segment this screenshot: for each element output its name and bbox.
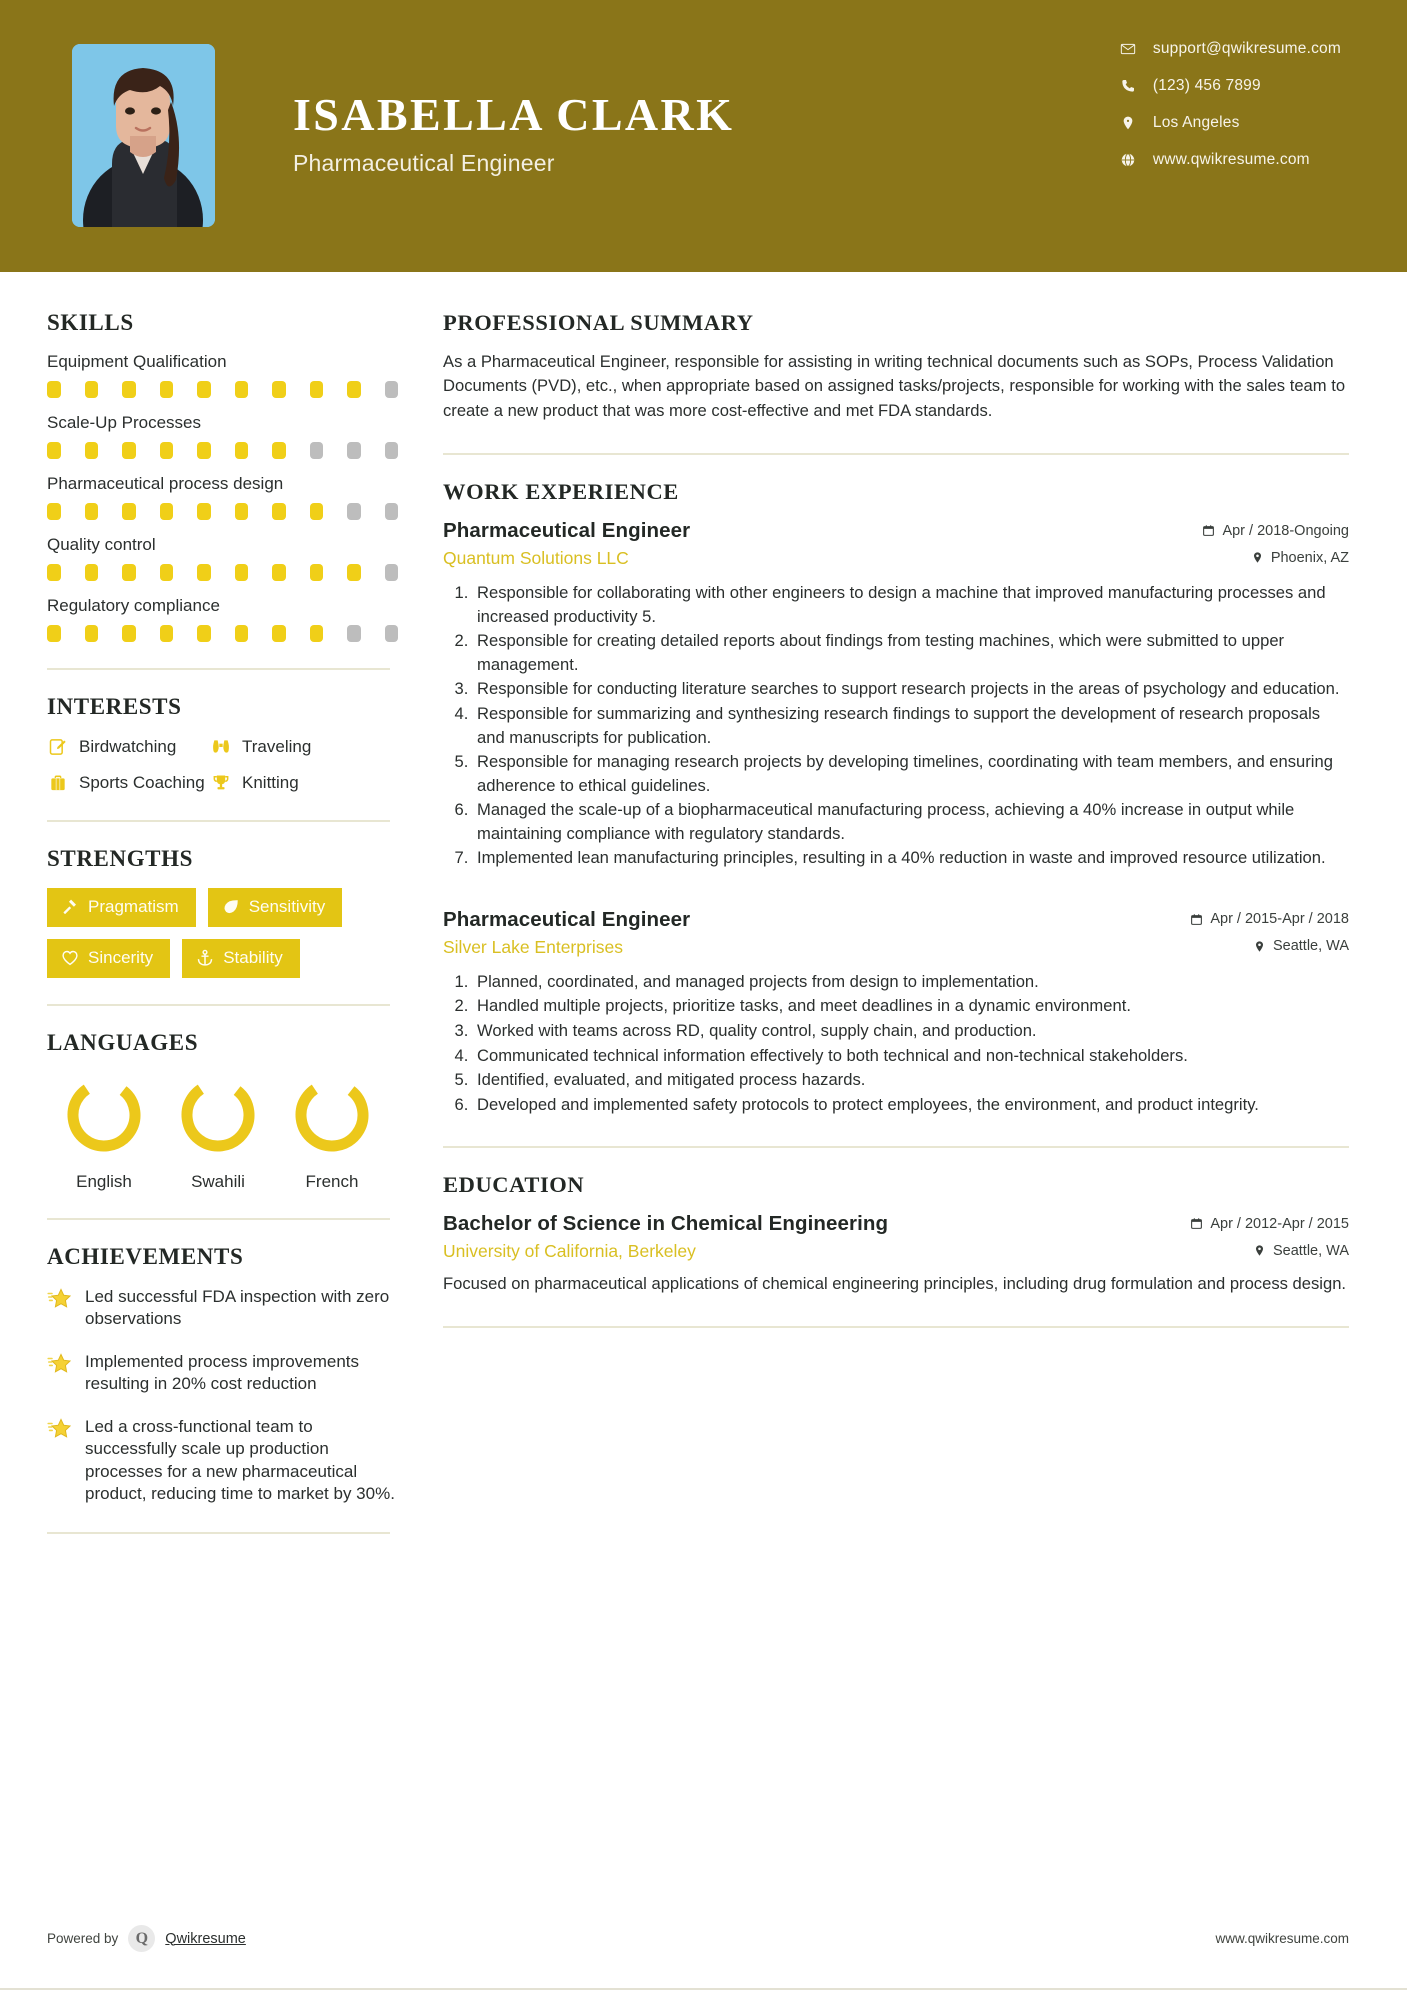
job-bullet: 6. Developed and implemented safety protocols to protect employees, the environment, and product integrity. [473, 1093, 1349, 1117]
job-bullet: 3. Responsible for conducting literature searches to support research projects in the areas of psychology and education. [473, 677, 1349, 701]
interest-knitting [210, 772, 398, 794]
interest-sports-coaching [47, 772, 210, 794]
strength-label: Sincerity [88, 948, 154, 967]
strength-sincerity [47, 939, 170, 978]
education-description: Focused on pharmaceutical applications of chemical engineering principles, including drug formulation and process design. [443, 1274, 1347, 1294]
leaf-icon [222, 898, 240, 916]
binoculars-icon [210, 736, 232, 758]
job-dates [1190, 911, 1349, 927]
skill-dot [47, 564, 61, 581]
divider-after-interests [47, 820, 390, 822]
skill-dot [272, 442, 286, 459]
heart-icon [61, 949, 79, 967]
job-title: Pharmaceutical Engineer [443, 907, 691, 931]
skill-label: Regulatory compliance [47, 596, 220, 615]
contact-website-value: www.qwikresume.com [1152, 151, 1310, 168]
achievement-item [47, 1351, 398, 1396]
section-work-experience [443, 479, 1349, 1116]
interest-birdwatching [47, 736, 210, 758]
main-content [398, 272, 1407, 1558]
qwikresume-logo-icon: Q [128, 1925, 155, 1952]
skill-dot [235, 625, 249, 642]
achievement-text: Led a cross-functional team to successfully scale up production processes for a new pharmaceutical product, reducing time to market by 30%. [85, 1416, 395, 1504]
company-name: Silver Lake Enterprises [443, 936, 623, 957]
contact-location [1119, 114, 1341, 132]
skill-item [47, 535, 398, 581]
degree-title: Bachelor of Science in Chemical Engineering [443, 1212, 889, 1236]
skill-dot [197, 625, 211, 642]
resume-header [0, 0, 1407, 272]
skill-dot [160, 564, 174, 581]
job-dates-value: Apr / 2015-Apr / 2018 [1210, 911, 1349, 928]
job-bullets [443, 581, 1349, 870]
education-entry [443, 1212, 1349, 1296]
divider-after-skills [47, 668, 390, 670]
skill-dot [235, 381, 249, 398]
skill-label: Pharmaceutical process design [47, 474, 284, 493]
skill-dot [385, 503, 399, 520]
skill-dot [272, 564, 286, 581]
skill-dot [310, 503, 324, 520]
profile-photo-illustration [72, 44, 215, 227]
education-title: EDUCATION [443, 1172, 585, 1198]
location-pin-icon [1119, 114, 1137, 132]
skill-label: Equipment Qualification [47, 352, 227, 371]
trophy-icon [210, 772, 232, 794]
skill-label: Quality control [47, 535, 156, 554]
briefcase-icon [47, 772, 69, 794]
language-label: English [76, 1172, 132, 1191]
star-icon-wrap [47, 1417, 73, 1446]
achievements-list [47, 1286, 398, 1506]
job-bullet: 5. Responsible for managing research projects by developing timelines, coordinating with team members, and ensuring adherence to ethical guidelines. [473, 750, 1349, 797]
phone-icon [1119, 77, 1137, 95]
skill-dot [310, 625, 324, 642]
skill-rating [47, 625, 398, 642]
language-item [161, 1072, 275, 1192]
skill-dot [272, 625, 286, 642]
skill-label: Scale-Up Processes [47, 413, 202, 432]
interest-traveling [210, 736, 398, 758]
skill-dot [160, 503, 174, 520]
skill-dot [235, 564, 249, 581]
language-progress-ring [175, 1072, 261, 1158]
school-name: University of California, Berkeley [443, 1241, 696, 1262]
strength-pragmatism [47, 888, 196, 927]
page-footer [0, 1925, 1407, 1952]
education-dates [1190, 1216, 1349, 1232]
strength-label: Sensitivity [248, 897, 326, 916]
envelope-icon [1119, 40, 1137, 58]
section-skills [47, 310, 398, 642]
skill-dot [85, 381, 99, 398]
job-location [1253, 938, 1349, 954]
strength-label: Pragmatism [88, 897, 179, 916]
skill-dot [160, 381, 174, 398]
language-label: French [305, 1172, 359, 1191]
skill-dot [160, 625, 174, 642]
skill-dot [122, 503, 136, 520]
skill-dot [85, 442, 99, 459]
job-dates-value: Apr / 2018-Ongoing [1222, 522, 1349, 539]
skill-dot [235, 503, 249, 520]
skill-dot [47, 442, 61, 459]
skill-dot [197, 442, 211, 459]
job-role-subtitle: Pharmaceutical Engineer [293, 150, 555, 177]
skill-dot [85, 625, 99, 642]
star-icon-wrap [47, 1352, 73, 1381]
skill-dot [310, 564, 324, 581]
education-location [1253, 1243, 1349, 1259]
powered-by-block [47, 1925, 246, 1952]
calendar-icon [1190, 1217, 1203, 1230]
skill-dot [197, 381, 211, 398]
company-name: Quantum Solutions LLC [443, 548, 629, 569]
interest-label: Traveling [242, 737, 312, 756]
skill-dot [197, 564, 211, 581]
job-location-value: Phoenix, AZ [1270, 549, 1349, 566]
job-bullet: 3. Worked with teams across RD, quality control, supply chain, and production. [473, 1019, 1349, 1043]
job-bullet: 4. Responsible for summarizing and synthesizing research findings to support the development of research proposals and manuscripts for publication. [473, 702, 1349, 749]
star-icon [47, 1287, 71, 1311]
skill-dot [385, 442, 399, 459]
job-bullet: 5. Identified, evaluated, and mitigated process hazards. [473, 1068, 1349, 1092]
skill-dot [385, 625, 399, 642]
divider-after-work [443, 1146, 1349, 1148]
language-item [47, 1072, 161, 1192]
language-label: Swahili [191, 1172, 245, 1191]
skills-list [47, 352, 398, 642]
achievements-title: ACHIEVEMENTS [47, 1244, 244, 1269]
achievement-text: Implemented process improvements resulting in 20% cost reduction [85, 1351, 360, 1394]
resume-body [0, 272, 1407, 1558]
language-item [275, 1072, 389, 1192]
interests-grid [47, 736, 398, 794]
job-dates [1202, 523, 1349, 539]
divider-after-languages [47, 1218, 390, 1220]
location-pin-icon [1253, 1244, 1266, 1257]
job-entry [443, 908, 1349, 1116]
identity-block [293, 55, 734, 177]
contact-email[interactable] [1119, 40, 1341, 58]
sidebar [0, 272, 398, 1558]
section-professional-summary [443, 310, 1349, 423]
skill-dot [122, 442, 136, 459]
divider-after-strengths [47, 1004, 390, 1006]
powered-by-label: Powered by [47, 1931, 119, 1946]
skill-dot [235, 442, 249, 459]
education-location-value: Seattle, WA [1272, 1242, 1349, 1259]
calendar-icon [1190, 913, 1203, 926]
strengths-list [47, 888, 392, 978]
interests-title: INTERESTS [47, 694, 182, 719]
skill-item [47, 474, 398, 520]
globe-icon [1119, 151, 1137, 169]
skill-dot [310, 381, 324, 398]
language-progress-ring [289, 1072, 375, 1158]
contact-email-value: support@qwikresume.com [1152, 40, 1341, 57]
language-progress-ring [61, 1072, 147, 1158]
summary-text: As a Pharmaceutical Engineer, responsible for assisting in writing technical documents such as SOPs, Process Validation Documents (PVD), etc., when appropriate based on assigned tasks/projects, responsible for working with the sales team to create a new product that was more cost-effective and met FDA standards. [443, 352, 1346, 420]
calendar-icon [1202, 524, 1215, 537]
skill-dot [310, 442, 324, 459]
skill-dot [347, 564, 361, 581]
job-title: Pharmaceutical Engineer [443, 519, 691, 543]
skills-title: SKILLS [47, 310, 134, 335]
gavel-icon [61, 898, 79, 916]
divider-after-education [443, 1326, 1349, 1328]
skill-dot [347, 625, 361, 642]
job-bullet: 2. Handled multiple projects, prioritize tasks, and meet deadlines in a dynamic environment. [473, 994, 1349, 1018]
skill-dot [197, 503, 211, 520]
note-pencil-icon [47, 736, 69, 758]
contact-website[interactable] [1119, 151, 1341, 169]
skill-dot [347, 442, 361, 459]
job-bullets [443, 970, 1349, 1116]
contact-list [1119, 40, 1341, 169]
job-entry [443, 519, 1349, 870]
interest-label: Sports Coaching [79, 773, 205, 792]
anchor-icon [196, 949, 214, 967]
skill-dot [347, 503, 361, 520]
divider-after-achievements [47, 1532, 390, 1534]
achievement-text: Led successful FDA inspection with zero observations [85, 1287, 390, 1329]
interest-label: Knitting [242, 773, 299, 792]
location-pin-icon [1251, 551, 1264, 564]
strength-label: Stability [223, 948, 283, 967]
section-education [443, 1172, 1349, 1296]
languages-title: LANGUAGES [47, 1030, 199, 1055]
work-experience-title: WORK EXPERIENCE [443, 479, 679, 505]
avatar [72, 44, 215, 227]
divider-after-summary [443, 453, 1349, 455]
skill-dot [85, 503, 99, 520]
skill-dot [272, 381, 286, 398]
skill-dot [385, 564, 399, 581]
job-location-value: Seattle, WA [1272, 938, 1349, 955]
skill-dot [85, 564, 99, 581]
strengths-title: STRENGTHS [47, 846, 194, 871]
strength-sensitivity [208, 888, 343, 927]
strength-stability [182, 939, 300, 978]
skill-dot [122, 564, 136, 581]
achievement-item [47, 1416, 398, 1506]
skill-dot [160, 442, 174, 459]
job-bullet: 7. Implemented lean manufacturing principles, resulting in a 40% reduction in waste and improved resource utilization. [473, 846, 1349, 870]
job-bullet: 2. Responsible for creating detailed reports about findings from testing machines, which were submitted to upper management. [473, 629, 1349, 676]
qwikresume-brand-link[interactable]: Qwikresume [165, 1930, 246, 1947]
jobs-list [443, 519, 1349, 1116]
job-bullet: 1. Planned, coordinated, and managed projects from design to implementation. [473, 970, 1349, 994]
skill-dot [47, 625, 61, 642]
skill-rating [47, 442, 398, 459]
skill-dot [122, 625, 136, 642]
job-bullet: 6. Managed the scale-up of a biopharmaceutical manufacturing process, achieving a 40% increase in output while maintaining compliance with regulatory standards. [473, 798, 1349, 845]
job-location [1251, 550, 1349, 566]
section-languages [47, 1030, 398, 1192]
job-bullet: 4. Communicated technical information effectively to both technical and non-technical stakeholders. [473, 1044, 1349, 1068]
job-spacer [443, 878, 1349, 908]
contact-phone-value: (123) 456 7899 [1152, 77, 1261, 94]
section-achievements [47, 1244, 398, 1506]
job-bullet: 1. Responsible for collaborating with other engineers to design a machine that improved manufacturing processes and increased productivity 5. [473, 581, 1349, 628]
section-strengths [47, 846, 398, 978]
skill-rating [47, 564, 398, 581]
location-pin-icon [1253, 940, 1266, 953]
education-dates-value: Apr / 2012-Apr / 2015 [1210, 1215, 1349, 1232]
languages-list [47, 1072, 398, 1192]
skill-rating [47, 503, 398, 520]
star-icon-wrap [47, 1287, 73, 1316]
skill-rating [47, 381, 398, 398]
skill-item [47, 596, 398, 642]
skill-dot [272, 503, 286, 520]
skill-dot [47, 503, 61, 520]
skill-item [47, 352, 398, 398]
summary-title: PROFESSIONAL SUMMARY [443, 310, 754, 335]
achievement-item [47, 1286, 398, 1331]
section-interests [47, 694, 398, 794]
interest-label: Birdwatching [79, 737, 177, 756]
star-icon [47, 1417, 71, 1441]
skill-dot [122, 381, 136, 398]
skill-item [47, 413, 398, 459]
contact-location-value: Los Angeles [1152, 114, 1240, 131]
skill-dot [385, 381, 399, 398]
footer-website-url[interactable]: www.qwikresume.com [1215, 1931, 1349, 1946]
page-title: ISABELLA CLARK [293, 89, 735, 140]
skill-dot [47, 381, 61, 398]
contact-phone[interactable] [1119, 77, 1341, 95]
star-icon [47, 1352, 71, 1376]
skill-dot [347, 381, 361, 398]
